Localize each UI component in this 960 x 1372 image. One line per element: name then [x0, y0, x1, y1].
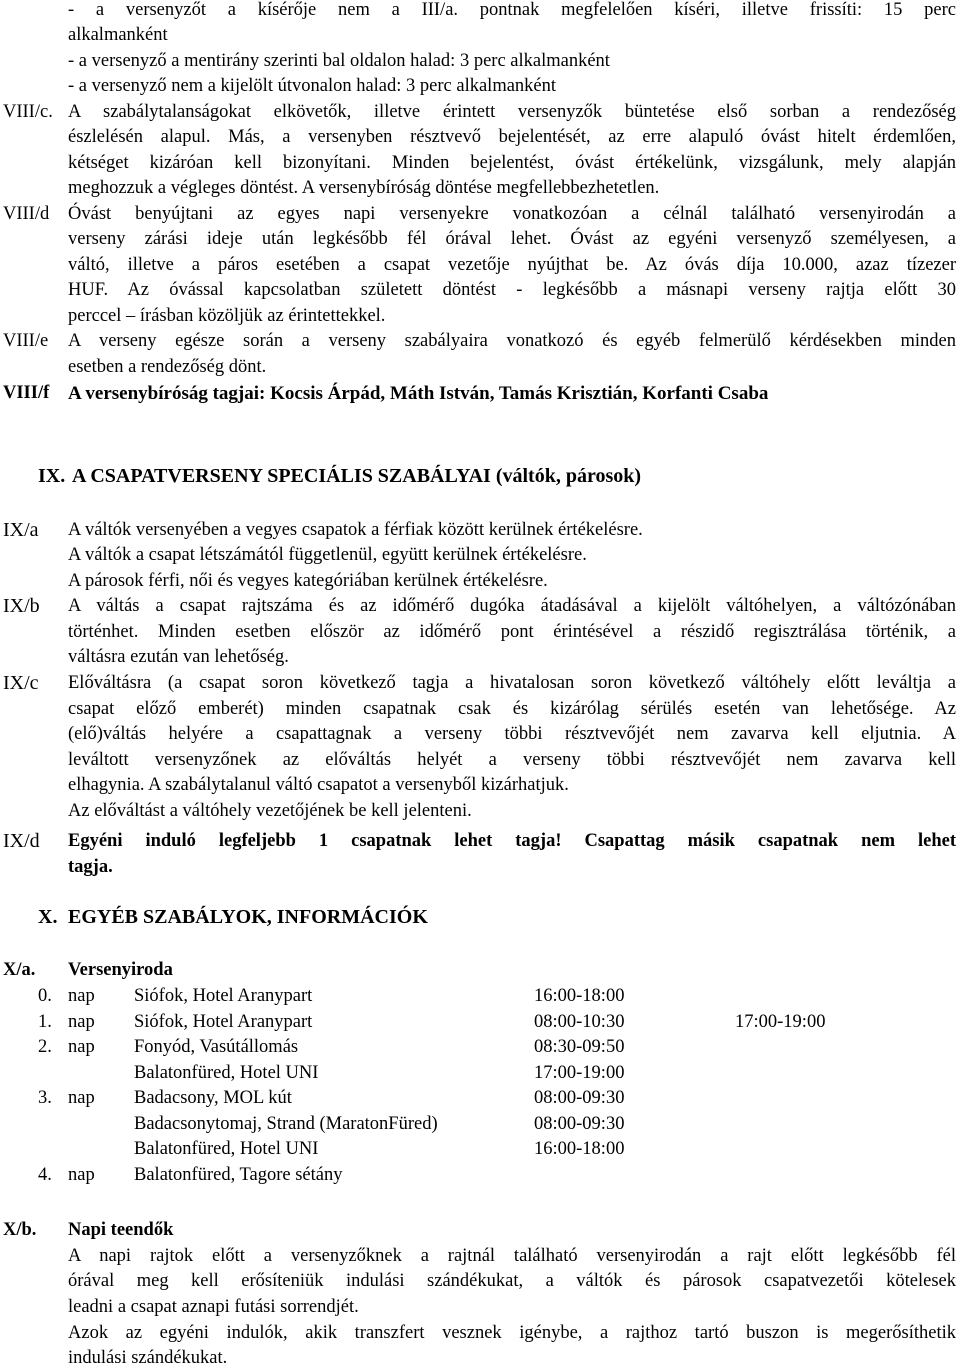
ix-c-line: Az előváltást a váltóhely vezetőjének be kell jelenteni. — [68, 801, 472, 821]
viii-d-line: HUF. Az óvással kapcsolatban született döntést - legkésőbb a másnapi verseny rajtja előtt 30 — [68, 280, 956, 300]
schedule-cell-nap: nap — [68, 1011, 95, 1032]
schedule-cell-time1: 16:00-18:00 — [534, 986, 625, 1006]
ix-c-line: Előváltásra (a csapat soron következő tagja a hivatalosan soron következő váltóhely előtt leváltja a — [68, 673, 956, 693]
schedule-cell-nap: nap — [68, 1164, 95, 1185]
ix-a-line: A váltók versenyében a vegyes csapatok a férfiak között kerülnek értékelésre. — [68, 520, 643, 540]
section-label-ix-a: IX/a — [3, 519, 39, 541]
section-title-ix: A CSAPATVERSENY SPECIÁLIS SZABÁLYAI (váltók, párosok) — [72, 465, 642, 487]
schedule-cell-day: 1. — [38, 1011, 52, 1032]
schedule-cell-day: 2. — [38, 1037, 52, 1057]
schedule-cell-time1: 08:00-09:30 — [534, 1088, 625, 1108]
ix-c-line: leváltott versenyzőnek az előváltás helyét a verseny többi résztvevőjét nem zavarva kell — [68, 750, 956, 770]
penalty-item-1: - a versenyzőt a kísérője nem a III/a. pontnak megfelelően kíséri, illetve frissíti: 15 perc — [68, 0, 956, 20]
penalty-item-1-cont: alkalmanként — [68, 25, 168, 45]
section-number-ix: IX. — [38, 465, 66, 487]
ix-b-line: A váltás a csapat rajtszáma és az időmérő dugóka átadásával a kijelölt váltóhelyen, a váltózónában — [68, 596, 956, 616]
schedule-cell-place: Badacsony, MOL kút — [134, 1088, 292, 1108]
ix-b-line: történhet. Minden esetben először az időmérő pont érintésével a részidő regisztrálása történik, a — [68, 622, 956, 642]
viii-c-line: észlelésén alapul. Más, a versenyben résztvevő bejelentését, az erre alapuló óvást hitelt érdemlően, — [68, 127, 956, 147]
ix-c-line: csapat előző emberét) minden csapatnak csak és kizárólag sérülés esetén van lehetősége. Az — [68, 699, 956, 719]
ix-a-line: A váltók a csapat létszámától függetlenül, együtt kerülnek értékelésre. — [68, 545, 587, 565]
section-label-ix-c: IX/c — [3, 672, 39, 694]
schedule-cell-nap: nap — [68, 986, 95, 1006]
viii-f-text: A versenybíróság tagjai: Kocsis Árpád, Máth István, Tamás Krisztián, Korfanti Csaba — [68, 383, 769, 404]
schedule-cell-time1: 16:00-18:00 — [534, 1139, 625, 1159]
schedule-cell-day: 0. — [38, 986, 52, 1006]
schedule-cell-place: Balatonfüred, Hotel UNI — [134, 1062, 319, 1083]
schedule-cell-place: Fonyód, Vasútállomás — [134, 1037, 299, 1057]
schedule-cell-place: Balatonfüred, Hotel UNI — [134, 1139, 319, 1159]
x-a-title: Versenyiroda — [68, 960, 173, 980]
section-label-ix-d: IX/d — [3, 830, 40, 852]
schedule-cell-time1: 08:30-09:50 — [534, 1037, 625, 1057]
schedule-cell-place: Badacsonytomaj, Strand (MaratonFüred) — [134, 1113, 438, 1134]
section-label-viii-f: VIII/f — [3, 383, 50, 403]
schedule-cell-day: 4. — [38, 1164, 52, 1185]
ix-c-line: (elő)váltás helyére a csapattagnak a verseny többi résztvevőjét nem zavarva kell eljutnia. A — [68, 724, 956, 744]
schedule-cell-time1: 08:00-10:30 — [534, 1011, 625, 1032]
ix-b-line: váltásra ezután van lehetőség. — [68, 647, 289, 667]
section-number-x: X. — [38, 906, 58, 928]
viii-e-line: A verseny egésze során a verseny szabályaira vonatkozó és egyéb felmerülő kérdésekben minden — [68, 331, 956, 351]
penalty-item-3: - a versenyző nem a kijelölt útvonalon halad: 3 perc alkalmanként — [68, 76, 557, 96]
viii-d-line: váltó, illetve a páros esetében a csapat vezetője nyújthat be. Az óvás díja 10.000, azaz tízezer — [68, 255, 956, 275]
x-b-line: A napi rajtok előtt a versenyzőknek a rajtnál található versenyirodán a rajt előtt legkésőbb fél — [68, 1246, 956, 1266]
x-b-line: órával meg kell erősíteniük indulási szándékukat, a váltók és párosok csapatvezetői kötelesek — [68, 1271, 956, 1291]
schedule-cell-nap: nap — [68, 1037, 95, 1057]
schedule-cell-place: Siófok, Hotel Aranypart — [134, 1011, 313, 1032]
ix-c-line: elhagynia. A szabálytalanul váltó csapatot a versenyből kizárhatjuk. — [68, 775, 569, 795]
schedule-cell-time1: 08:00-09:30 — [534, 1113, 625, 1134]
section-label-ix-b: IX/b — [3, 595, 40, 617]
section-label-viii-d: VIII/d — [3, 204, 50, 224]
schedule-cell-nap: nap — [68, 1088, 95, 1108]
viii-d-line: verseny zárási ideje után legkésőbb fél órával lehet. Óvást az egyéni versenyző személyesen, a — [68, 229, 956, 249]
ix-d-line: Egyéni induló legfeljebb 1 csapatnak lehet tagja! Csapattag másik csapatnak nem lehet — [68, 831, 956, 851]
viii-c-line: meghozzuk a végleges döntést. A versenybíróság döntése megfellebbezhetetlen. — [68, 178, 660, 198]
schedule-cell-place: Siófok, Hotel Aranypart — [134, 986, 313, 1006]
section-title-x: EGYÉB SZABÁLYOK, INFORMÁCIÓK — [68, 906, 428, 928]
section-label-viii-c: VIII/c. — [3, 102, 53, 122]
schedule-cell-time1: 17:00-19:00 — [534, 1062, 625, 1083]
ix-a-line: A párosok férfi, női és vegyes kategóriában kerülnek értékelésre. — [68, 571, 548, 591]
x-b-line: indulási szándékukat. — [68, 1348, 228, 1368]
viii-d-line: Óvást benyújtani az egyes napi versenyekre vonatkozóan a célnál található versenyirodán a — [68, 204, 956, 224]
x-b-line: leadni a csapat aznapi futási sorrendjét. — [68, 1297, 359, 1317]
x-b-line: Azok az egyéni indulók, akik transzfert vesznek igénybe, a rajthoz tartó buszon is megerősíthetik — [68, 1323, 956, 1343]
ix-d-line: tagja. — [68, 857, 113, 877]
schedule-cell-place: Balatonfüred, Tagore sétány — [134, 1164, 343, 1185]
section-label-x-a: X/a. — [3, 960, 36, 980]
section-label-viii-e: VIII/e — [3, 331, 49, 351]
schedule-cell-day: 3. — [38, 1088, 52, 1108]
section-label-x-b: X/b. — [3, 1220, 37, 1240]
viii-c-line: A szabálytalanságokat elkövetők, illetve érintett versenyzők büntetése első sorban a rendezőség — [68, 102, 956, 122]
x-b-title: Napi teendők — [68, 1220, 174, 1240]
viii-d-line: perccel – írásban közöljük az érintettekkel. — [68, 306, 386, 326]
viii-e-line: esetben a rendezőség dönt. — [68, 357, 267, 377]
viii-c-line: kétséget kizáróan kell bizonyítani. Minden bejelentést, óvást értékelünk, vizsgálunk, mely alapján — [68, 153, 956, 173]
schedule-cell-time2: 17:00-19:00 — [735, 1011, 826, 1032]
penalty-item-2: - a versenyző a mentirány szerinti bal oldalon halad: 3 perc alkalmanként — [68, 51, 610, 71]
